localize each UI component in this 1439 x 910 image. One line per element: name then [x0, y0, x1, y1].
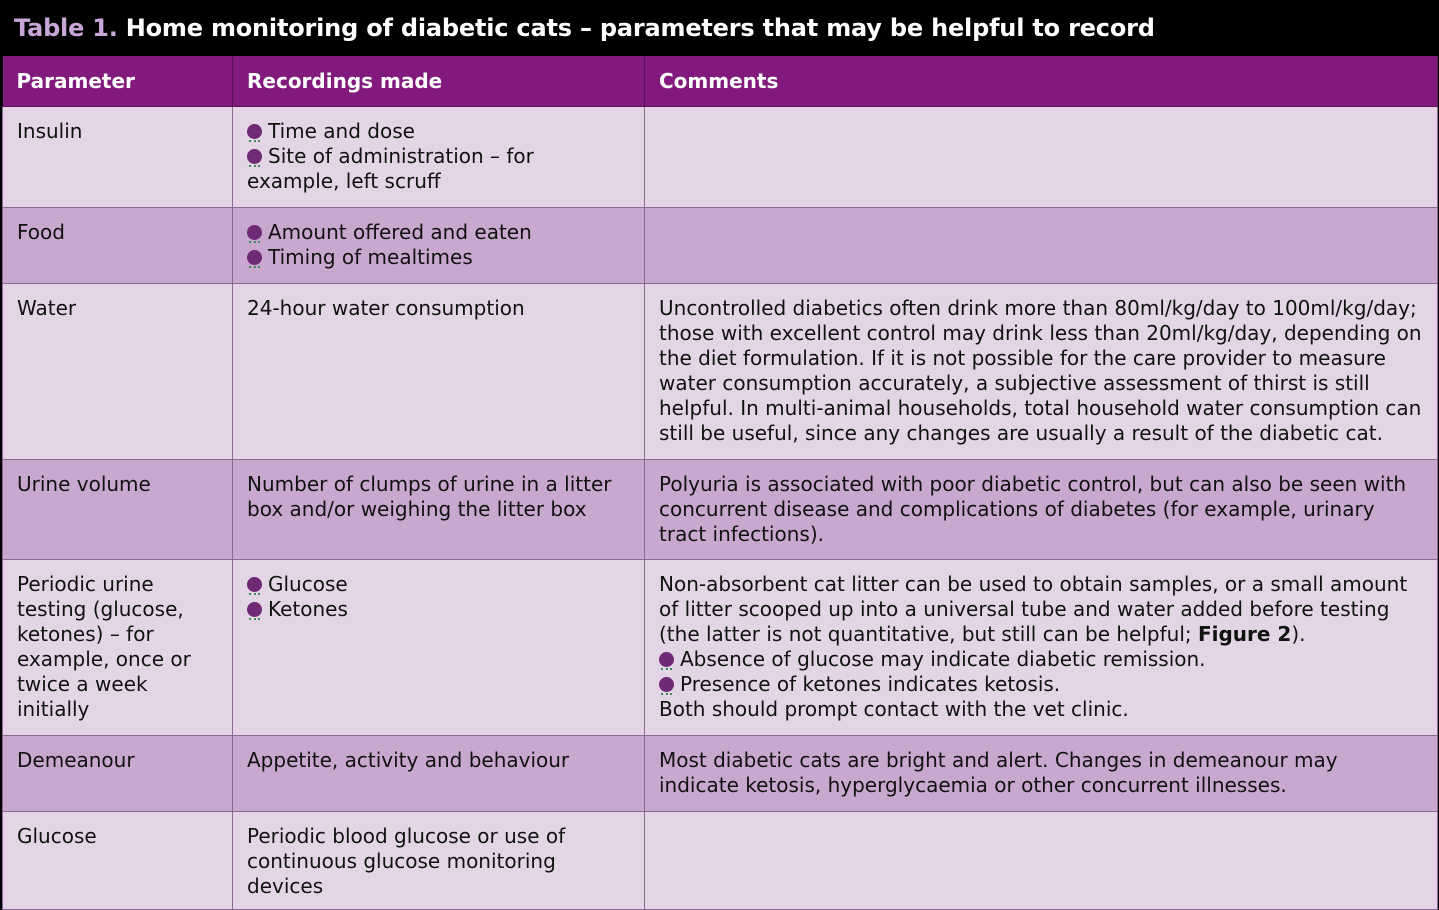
cell-comments: [645, 559, 1438, 735]
comments-outro: Both should prompt contact with the vet clinic.: [659, 696, 1129, 721]
bullet-text: Time and dose: [268, 118, 415, 143]
table-row: [3, 811, 1438, 909]
table-row: [3, 207, 1438, 283]
cell-recordings: 24-hour water consumption: [233, 283, 645, 459]
cell-comments: [645, 207, 1438, 283]
bullet-text: Glucose: [268, 571, 348, 596]
bullet-text: Timing of mealtimes: [268, 244, 473, 269]
cell-parameter: Periodic urine testing (glucose, ketones) – for example, once or twice a week initially: [3, 559, 233, 735]
cell-parameter: Urine volume: [3, 459, 233, 559]
table-row: [3, 106, 1438, 207]
cell-recordings: [233, 106, 645, 207]
header-row: [3, 56, 1438, 106]
header-recordings: Recordings made: [233, 56, 645, 106]
cell-parameter: Insulin: [3, 106, 233, 207]
cell-parameter: Water: [3, 283, 233, 459]
list-item: [247, 572, 630, 597]
cell-parameter: Food: [3, 207, 233, 283]
list-item: [247, 144, 630, 194]
cell-comments: Uncontrolled diabetics often drink more than 80ml/kg/day to 100ml/kg/day; those with excellent control may drink less than 20ml/kg/day, depending on the diet formulation. If it is not possible for the care provider to measure water consumption accurately, a subjective assessment of thirst is still helpful. In multi-animal households, total household water consumption can still be useful, since any changes are usually a result of the diabetic cat.: [645, 283, 1438, 459]
list-item: [247, 220, 630, 245]
cell-recordings: Number of clumps of urine in a litter box and/or weighing the litter box: [233, 459, 645, 559]
cell-parameter: Demeanour: [3, 735, 233, 811]
table-row: [3, 735, 1438, 811]
cell-recordings: Periodic blood glucose or use of continuous glucose monitoring devices: [233, 811, 645, 909]
table-number: Table 1.: [14, 14, 118, 42]
comments-intro-end: ).: [1291, 621, 1306, 646]
table-row: [3, 459, 1438, 559]
figure-reference: Figure 2: [1197, 621, 1292, 646]
bullet-text: Site of administration – for example, left scruff: [247, 143, 534, 193]
bullet-icon: [247, 225, 262, 240]
comments-intro-text: Non-absorbent cat litter can be used to obtain samples, or a small amount of litter scooped up into a universal tube and water added before testing (the latter is not quantitative, but still can be helpful;: [659, 571, 1408, 646]
header-parameter: Parameter: [3, 56, 233, 106]
list-item: [659, 672, 1423, 697]
bullet-icon: [247, 577, 262, 592]
list-item: [247, 119, 630, 144]
cell-comments: Most diabetic cats are bright and alert. Changes in demeanour may indicate ketosis, hyperglycaemia or other concurrent illnesses.: [645, 735, 1438, 811]
cell-comments: [645, 106, 1438, 207]
comments-intro: [659, 572, 1423, 647]
cell-comments: Polyuria is associated with poor diabetic control, but can also be seen with concurrent disease and complications of diabetes (for example, urinary tract infections).: [645, 459, 1438, 559]
bullet-text: Absence of glucose may indicate diabetic remission.: [680, 646, 1206, 671]
cell-parameter: Glucose: [3, 811, 233, 909]
cell-comments: [645, 811, 1438, 909]
list-item: [247, 245, 630, 270]
cell-recordings: [233, 559, 645, 735]
bullet-icon: [247, 124, 262, 139]
table-row: [3, 559, 1438, 735]
cell-recordings: Appetite, activity and behaviour: [233, 735, 645, 811]
header-comments: Comments: [645, 56, 1438, 106]
bullet-text: Ketones: [268, 596, 348, 621]
table-title: [0, 0, 1439, 56]
table-row: [3, 283, 1438, 459]
table-caption: Home monitoring of diabetic cats – parameters that may be helpful to record: [125, 14, 1155, 42]
cell-recordings: [233, 207, 645, 283]
list-item: [247, 597, 630, 622]
bullet-text: Amount offered and eaten: [268, 219, 532, 244]
bullet-icon: [659, 677, 674, 692]
list-item: [659, 647, 1423, 672]
bullet-icon: [247, 250, 262, 265]
bullet-text: Presence of ketones indicates ketosis.: [680, 671, 1061, 696]
bullet-icon: [247, 149, 262, 164]
monitoring-table: [2, 56, 1438, 910]
bullet-icon: [247, 602, 262, 617]
bullet-icon: [659, 652, 674, 667]
